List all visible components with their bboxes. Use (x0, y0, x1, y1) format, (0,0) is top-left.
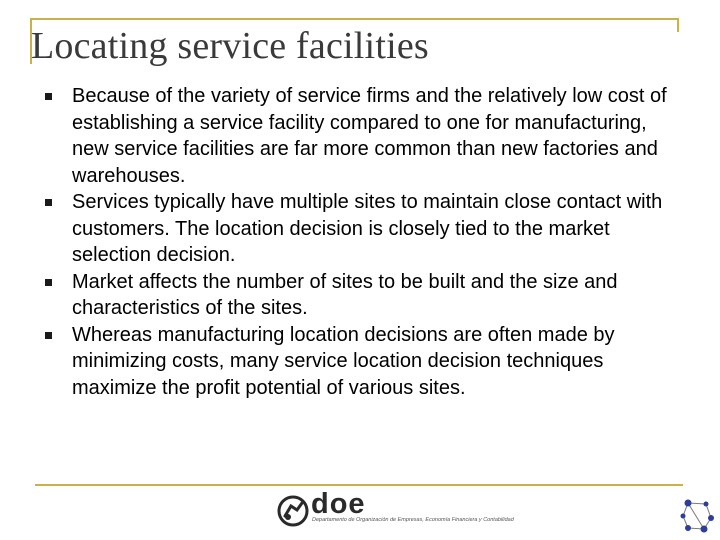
bullet-text: Services typically have multiple sites to maintain close contact with customers. The location decision is closely tied to the market selection decision. (72, 191, 663, 266)
logo-subtitle: Departamento de Organización de Empresas, Economía Financiera y Contabilidad (312, 517, 514, 523)
square-bullet-icon (45, 332, 52, 339)
title-frame-right-rule (677, 18, 679, 32)
footer-rule (35, 484, 683, 486)
bullet-item (45, 189, 685, 269)
title-frame-top-rule (30, 18, 678, 20)
square-bullet-icon (45, 199, 52, 206)
bullet-text: Because of the variety of service firms and the relatively low cost of establishing a service facility compared to one for manufacturing, new service facilities are far more common than new factories and warehouses. (72, 85, 667, 187)
square-bullet-icon (45, 279, 52, 286)
footer-logo (276, 488, 536, 530)
slide-title: Locating service facilities (31, 25, 429, 67)
square-bullet-icon (45, 93, 52, 100)
bullet-text: Market affects the number of sites to be built and the size and characteristics of the sites. (72, 270, 618, 319)
logo-wordmark: doe (311, 488, 366, 520)
molecule-corner-icon (674, 496, 716, 536)
bullet-item (45, 83, 685, 189)
bullet-text: Whereas manufacturing location decisions are often made by minimizing costs, many service location decision techniques maximize the profit potential of various sites. (72, 323, 615, 399)
bullet-list (45, 83, 685, 401)
doe-logo-icon (276, 494, 310, 528)
bullet-item (45, 269, 685, 322)
bullet-item (45, 322, 685, 402)
